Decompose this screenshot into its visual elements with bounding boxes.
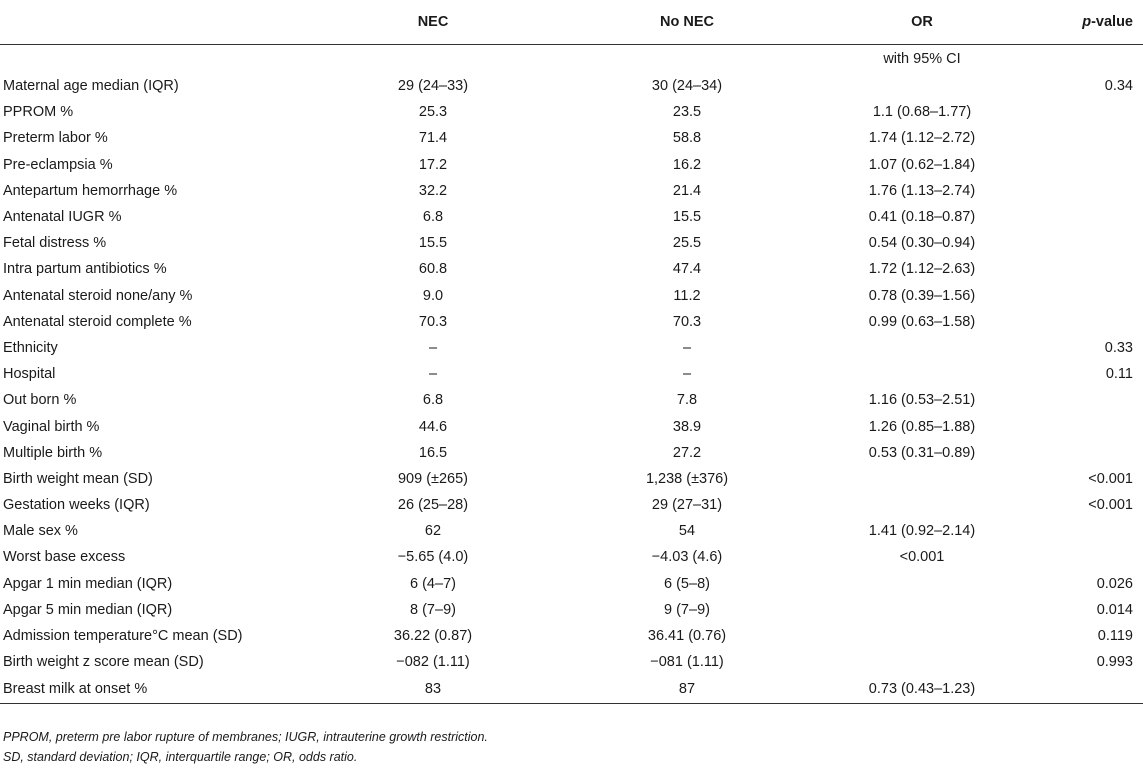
cell-p-value: 0.026: [1096, 575, 1133, 592]
cell-nec: –: [428, 366, 438, 383]
cell-nec: −5.65 (4.0): [397, 549, 469, 566]
header-label: [0, 0, 306, 45]
cell-p-value: [1030, 230, 1143, 256]
row-label: Apgar 1 min median (IQR): [3, 575, 173, 592]
header-nec: NEC: [306, 0, 560, 45]
cell-p-value: [1030, 440, 1143, 466]
cell-p-value: [1030, 283, 1143, 309]
row-label: Apgar 5 min median (IQR): [3, 601, 173, 618]
cell-no-nec: 1,238 (±376): [645, 470, 729, 487]
table-row: [0, 204, 1143, 230]
cell-p-value: [1030, 387, 1143, 413]
cell-p-value: [1030, 125, 1143, 151]
subheader-empty-2: [306, 45, 560, 74]
row-label: Birth weight mean (SD): [3, 470, 153, 487]
cell-nec: 6.8: [422, 392, 444, 409]
cell-p-value: [1030, 152, 1143, 178]
cell-or: 1.07 (0.62–1.84): [868, 156, 976, 173]
cell-nec: 70.3: [418, 313, 448, 330]
cell-no-nec: 23.5: [672, 104, 702, 121]
row-label: Antenatal steroid none/any %: [3, 287, 193, 304]
cell-p-value: <0.001: [1088, 497, 1133, 514]
subheader-empty-3: [560, 45, 814, 74]
row-label: Ethnicity: [3, 339, 58, 356]
cell-or: 1.1 (0.68–1.77): [872, 104, 972, 121]
cell-no-nec: 27.2: [672, 444, 702, 461]
cell-p-value: [1030, 178, 1143, 204]
row-label: Fetal distress %: [3, 235, 107, 252]
table-row: [0, 518, 1143, 544]
cell-no-nec: 25.5: [672, 235, 702, 252]
cell-or: [814, 623, 1030, 649]
cell-p-value: 0.119: [1097, 628, 1133, 645]
header-p-italic: p: [1082, 14, 1092, 30]
table-row: [0, 283, 1143, 309]
cell-or: 0.73 (0.43–1.23): [814, 675, 1030, 704]
cell-nec: −082 (1.11): [396, 654, 470, 671]
table-row: [0, 571, 1143, 597]
cell-no-nec: −081 (1.11): [650, 654, 724, 671]
table-row: [0, 413, 1143, 439]
row-label: Antepartum hemorrhage %: [3, 182, 178, 199]
cell-nec: 36.22 (0.87): [393, 628, 473, 645]
cell-or: [814, 571, 1030, 597]
row-label: Maternal age median (IQR): [3, 78, 179, 95]
table-row: [0, 152, 1143, 178]
row-label: Hospital: [3, 366, 56, 383]
cell-nec: 71.4: [418, 130, 448, 147]
cell-p-value: 0.33: [1104, 339, 1133, 356]
cell-nec: 17.2: [418, 156, 448, 173]
subheader-empty-1: [0, 45, 306, 74]
table-row: [0, 309, 1143, 335]
cell-or: 1.74 (1.12–2.72): [868, 130, 976, 147]
cell-p-value: [1030, 518, 1143, 544]
cell-nec: 9.0: [422, 287, 444, 304]
row-label: Multiple birth %: [3, 444, 103, 461]
table-row: [0, 675, 1143, 704]
cell-no-nec: –: [682, 366, 692, 383]
cell-nec: 25.3: [418, 104, 448, 121]
cell-or: 1.16 (0.53–2.51): [868, 392, 976, 409]
cell-nec: 83: [306, 675, 560, 704]
cell-or: 0.53 (0.31–0.89): [868, 444, 976, 461]
cell-no-nec: 11.2: [673, 287, 701, 304]
table-row: [0, 73, 1143, 99]
footnote: PPROM, preterm pre labor rupture of membranes; IUGR, intrauterine growth restriction.: [3, 730, 488, 744]
table-footnotes: [3, 727, 488, 767]
header-row: [0, 0, 1143, 45]
cell-no-nec: 58.8: [672, 130, 702, 147]
table-row: [0, 256, 1143, 282]
cell-no-nec: 38.9: [672, 418, 702, 435]
cell-or: 0.54 (0.30–0.94): [868, 235, 976, 252]
cell-nec: 8 (7–9): [410, 601, 456, 618]
row-label: PPROM %: [3, 104, 74, 121]
cell-p-value: [1030, 204, 1143, 230]
cell-or: 0.99 (0.63–1.58): [868, 313, 976, 330]
row-label: Antenatal steroid complete %: [3, 313, 192, 330]
subheader-or-note: with 95% CI: [883, 51, 961, 67]
cell-or: [814, 597, 1030, 623]
table-row: [0, 544, 1143, 570]
cell-no-nec: 6 (5–8): [664, 575, 710, 592]
cell-nec: 6.8: [422, 209, 444, 226]
cell-no-nec: 29 (27–31): [651, 497, 723, 514]
header-p-rest: -value: [1091, 14, 1133, 30]
cell-p-value: 0.993: [1096, 654, 1133, 671]
table-row: [0, 361, 1143, 387]
row-label: Vaginal birth %: [3, 418, 100, 435]
cell-p-value: <0.001: [1088, 470, 1133, 487]
table-row: [0, 597, 1143, 623]
cell-or: 1.41 (0.92–2.14): [868, 523, 976, 540]
cell-p-value: [1030, 675, 1143, 704]
cell-or: 0.41 (0.18–0.87): [868, 209, 976, 226]
cell-p-value: [1030, 99, 1143, 125]
cell-no-nec: 30 (24–34): [651, 78, 723, 95]
cell-or: 1.72 (1.12–2.63): [868, 261, 976, 278]
cell-no-nec: 7.8: [676, 392, 698, 409]
cell-p-value: 0.11: [1105, 366, 1133, 383]
table-row: [0, 335, 1143, 361]
cell-p-value: [1030, 413, 1143, 439]
row-label: Breast milk at onset %: [0, 675, 306, 704]
row-label: Antenatal IUGR %: [3, 209, 122, 226]
row-label: Intra partum antibiotics %: [3, 261, 167, 278]
cell-p-value: [1030, 256, 1143, 282]
cell-no-nec: 54: [678, 523, 696, 540]
cell-no-nec: 9 (7–9): [664, 601, 710, 618]
cell-or: [814, 73, 1030, 99]
cell-nec: 44.6: [418, 418, 448, 435]
cell-no-nec: 70.3: [672, 313, 702, 330]
cell-p-value: [1030, 309, 1143, 335]
header-no-nec: No NEC: [560, 0, 814, 45]
table-row: [0, 466, 1143, 492]
cell-p-value: [1030, 544, 1143, 570]
cell-nec: 16.5: [418, 444, 448, 461]
header-or: OR: [814, 0, 1030, 45]
cell-nec: 29 (24–33): [397, 78, 469, 95]
table-header: [0, 0, 1143, 45]
cell-no-nec: 87: [560, 675, 814, 704]
cell-no-nec: 47.4: [672, 261, 702, 278]
table-row: [0, 649, 1143, 675]
row-label: Pre-eclampsia %: [3, 156, 113, 173]
table-row: [0, 178, 1143, 204]
cell-nec: 32.2: [418, 182, 448, 199]
table-row: [0, 492, 1143, 518]
cell-nec: 60.8: [418, 261, 448, 278]
cell-no-nec: 16.2: [672, 156, 702, 173]
subheader-row: [0, 45, 1143, 74]
table-row: [0, 440, 1143, 466]
cell-or: <0.001: [899, 549, 945, 566]
row-label: Male sex %: [3, 523, 78, 540]
row-label: Gestation weeks (IQR): [3, 497, 150, 514]
cell-no-nec: 15.5: [672, 209, 702, 226]
table-row: [0, 230, 1143, 256]
cell-no-nec: –: [682, 339, 692, 356]
cell-nec: 6 (4–7): [410, 575, 456, 592]
cell-p-value: 0.014: [1096, 601, 1133, 618]
row-label: Preterm labor %: [3, 130, 108, 147]
row-label: Worst base excess: [3, 549, 126, 566]
cell-nec: 909 (±265): [397, 470, 469, 487]
row-label: Admission temperature°C mean (SD): [3, 628, 243, 645]
cell-or: [814, 466, 1030, 492]
cell-or: 1.76 (1.13–2.74): [868, 182, 976, 199]
footnote: SD, standard deviation; IQR, interquartile range; OR, odds ratio.: [3, 750, 358, 764]
cell-p-value: 0.34: [1104, 78, 1133, 95]
table-body: [0, 45, 1143, 704]
cell-or: 1.26 (0.85–1.88): [868, 418, 976, 435]
cell-or: [814, 361, 1030, 387]
cell-nec: 62: [424, 523, 442, 540]
row-label: Birth weight z score mean (SD): [3, 654, 204, 671]
table-row: [0, 623, 1143, 649]
cell-nec: –: [428, 339, 438, 356]
table-row: [0, 99, 1143, 125]
cell-or: [814, 492, 1030, 518]
table-row: [0, 125, 1143, 151]
cell-or: 0.78 (0.39–1.56): [868, 287, 976, 304]
cell-or: [814, 335, 1030, 361]
row-label: Out born %: [3, 392, 77, 409]
subheader-empty-4: [1030, 45, 1143, 74]
table-row: [0, 387, 1143, 413]
cell-no-nec: 21.4: [672, 182, 702, 199]
cell-no-nec: −4.03 (4.6): [651, 549, 723, 566]
header-p-value: [1030, 0, 1143, 45]
cell-or: [814, 649, 1030, 675]
cell-nec: 15.5: [418, 235, 448, 252]
cell-nec: 26 (25–28): [397, 497, 469, 514]
cell-no-nec: 36.41 (0.76): [647, 628, 727, 645]
